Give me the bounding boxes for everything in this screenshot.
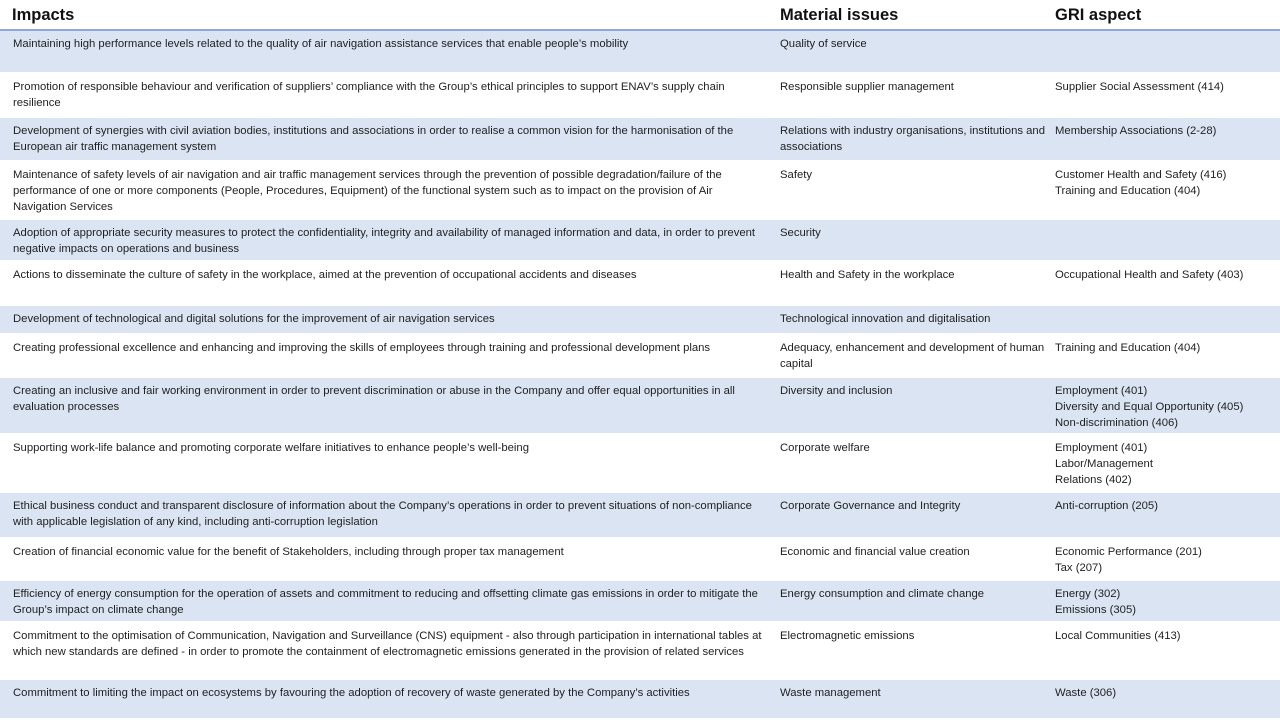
material-issue-cell: Waste management bbox=[780, 687, 881, 699]
material-issue-cell: Security bbox=[780, 227, 821, 239]
table-row bbox=[0, 306, 1280, 335]
material-issue-cell: Economic and financial value creation bbox=[780, 546, 970, 558]
header-gri-aspect: GRI aspect bbox=[1055, 6, 1142, 24]
material-issue-cell: Relations with industry organisations, institutions and associations bbox=[780, 125, 1045, 153]
impact-cell: Actions to disseminate the culture of safety in the workplace, aimed at the prevention of occupational accidents and diseases bbox=[13, 269, 637, 281]
gri-aspect-cell: Economic Performance (201) Tax (207) bbox=[1055, 546, 1202, 574]
gri-aspect-cell: Employment (401) Diversity and Equal Opportunity (405) Non-discrimination (406) bbox=[1055, 385, 1244, 429]
material-issue-cell: Corporate Governance and Integrity bbox=[780, 500, 961, 512]
material-issue-cell: Adequacy, enhancement and development of human capital bbox=[780, 342, 1045, 370]
material-issue-cell: Responsible supplier management bbox=[780, 81, 954, 93]
gri-aspect-cell: Training and Education (404) bbox=[1055, 342, 1201, 354]
table-row bbox=[0, 623, 1280, 680]
gri-aspect-cell: Anti-corruption (205) bbox=[1055, 500, 1158, 512]
impact-cell: Creating an inclusive and fair working environment in order to prevent discrimination or abuse in the Company and offer equal opportunities in all evaluation processes bbox=[13, 385, 735, 413]
table-row bbox=[0, 118, 1280, 162]
table-header bbox=[0, 0, 1280, 31]
table-row bbox=[0, 74, 1280, 118]
table-row bbox=[0, 539, 1280, 581]
table-row bbox=[0, 680, 1280, 720]
header-impacts: Impacts bbox=[12, 6, 75, 24]
gri-aspect-cell bbox=[1051, 31, 1280, 72]
material-issue-cell: Technological innovation and digitalisation bbox=[780, 313, 991, 325]
impact-cell: Efficiency of energy consumption for the operation of assets and commitment to reducing and offsetting climate gas emissions in order to mitigate the Group’s impact on climate change bbox=[13, 588, 758, 616]
gri-aspect-cell: Supplier Social Assessment (414) bbox=[1055, 81, 1224, 93]
impact-cell: Commitment to the optimisation of Communication, Navigation and Surveillance (CNS) equipment - also through participation in international tables at which new standards are defined - in order to promote the containment of electromagnetic emissions generated in the provision of related services bbox=[13, 630, 762, 658]
impact-cell: Development of technological and digital solutions for the improvement of air navigation services bbox=[13, 313, 495, 325]
table-row bbox=[0, 581, 1280, 623]
gri-aspect-cell: Local Communities (413) bbox=[1055, 630, 1181, 642]
gri-aspect-cell: Occupational Health and Safety (403) bbox=[1055, 269, 1244, 281]
gri-aspect-cell: Membership Associations (2-28) bbox=[1055, 125, 1217, 137]
material-issue-cell: Corporate welfare bbox=[780, 442, 870, 454]
impact-cell: Maintaining high performance levels related to the quality of air navigation assistance services that enable people’s mobility bbox=[13, 38, 629, 50]
impact-cell: Commitment to limiting the impact on ecosystems by favouring the adoption of recovery of waste generated by the Company’s activities bbox=[13, 687, 690, 699]
impact-cell: Development of synergies with civil aviation bodies, institutions and associations in order to realise a common vision for the harmonisation of the European air traffic management system bbox=[13, 125, 734, 153]
material-issue-cell: Safety bbox=[780, 169, 813, 181]
table-row bbox=[0, 220, 1280, 262]
table-row bbox=[0, 162, 1280, 220]
header-material-issues: Material issues bbox=[780, 6, 899, 24]
gri-aspect-cell bbox=[1051, 306, 1280, 333]
table-row bbox=[0, 378, 1280, 435]
material-issue-cell: Energy consumption and climate change bbox=[780, 588, 985, 600]
gri-aspect-cell bbox=[1051, 220, 1280, 260]
impact-cell: Creation of financial economic value for the benefit of Stakeholders, including through proper tax management bbox=[13, 546, 564, 558]
impact-cell: Ethical business conduct and transparent disclosure of information about the Company’s operations in order to prevent situations of non-compliance with applicable legislation of any kind, including anti-corruption legislation bbox=[13, 500, 752, 528]
table-body bbox=[0, 31, 1280, 720]
table-row bbox=[0, 262, 1280, 306]
table-row bbox=[0, 31, 1280, 74]
material-issue-cell: Electromagnetic emissions bbox=[780, 630, 915, 642]
impact-cell: Supporting work-life balance and promoting corporate welfare initiatives to enhance people’s well-being bbox=[13, 442, 529, 454]
impact-cell: Adoption of appropriate security measures to protect the confidentiality, integrity and availability of managed information and data, in order to prevent negative impacts on operations and business bbox=[13, 227, 756, 255]
gri-aspect-cell: Energy (302) Emissions (305) bbox=[1055, 588, 1136, 616]
impact-cell: Promotion of responsible behaviour and verification of suppliers’ compliance with the Group’s ethical principles to support ENAV’s supply chain resilience bbox=[13, 81, 725, 109]
impact-cell: Maintenance of safety levels of air navigation and air traffic management services through the prevention of possible degradation/failure of the performance of one or more components (People, Procedures, Equipment) of the functional system such as to impact on the provision of Air Navigation Services bbox=[13, 169, 722, 213]
material-issue-cell: Health and Safety in the workplace bbox=[780, 269, 955, 281]
material-issue-cell: Diversity and inclusion bbox=[780, 385, 893, 397]
table-row bbox=[0, 435, 1280, 493]
material-issue-cell: Quality of service bbox=[780, 38, 867, 50]
gri-aspect-cell: Customer Health and Safety (416) Training and Education (404) bbox=[1055, 169, 1227, 197]
table-row bbox=[0, 493, 1280, 539]
gri-aspect-cell: Waste (306) bbox=[1055, 687, 1117, 699]
table-row bbox=[0, 335, 1280, 378]
gri-aspect-cell: Employment (401) Labor/Management Relations (402) bbox=[1055, 442, 1153, 486]
impact-cell: Creating professional excellence and enhancing and improving the skills of employees through training and professional development plans bbox=[13, 342, 711, 354]
